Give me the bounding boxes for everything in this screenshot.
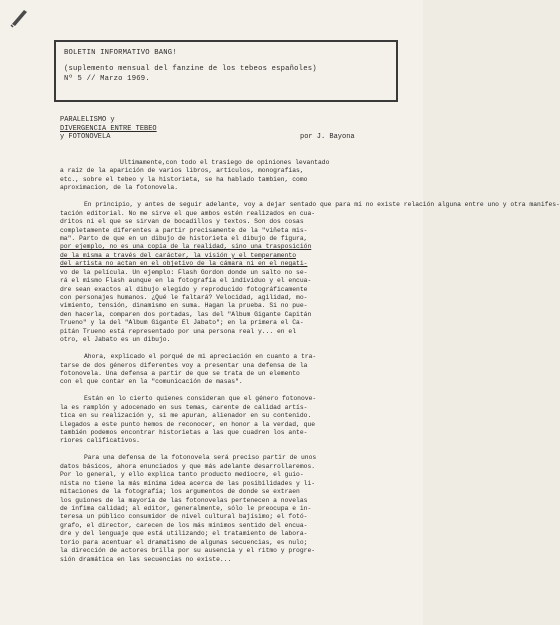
body-line: a raíz de la aparición de varios libros, artículos, monografías, — [60, 167, 304, 175]
body-line: ma". Parto de que en un dibujo de historieta el dibujo de figura, — [60, 234, 308, 242]
body-line: de la misma a través del carácter, la visión y el temperamento — [60, 251, 297, 259]
article-title-line-3: y FOTONOVELA — [60, 133, 111, 142]
body-line: En principio, y antes de seguir adelante, voy a dejar sentado que para mí no existe relación alguna entre uno y otra manifes- — [84, 201, 560, 209]
body-line: dre y del lenguaje que está utilizando; el tratamiento de labora- — [60, 530, 308, 538]
body-line: sión dramática en las secuencias no existe... — [60, 555, 232, 563]
body-line: teresa un público consumidor de nivel cultural bajísimo; el fotó- — [60, 513, 308, 521]
body-line: otro, el Jabato es un dibujo. — [60, 336, 171, 344]
body-line: datos básicos, ahora enunciados y que más adelante desarrollaremos. — [60, 462, 316, 470]
body-line: fotonovela. Una defensa a partir de que se trata de un elemento — [60, 369, 300, 377]
body-line: vo de la película. Un ejemplo: Flash Gordon donde un salto no se- — [60, 268, 308, 276]
body-line: Llegados a este punto hemos de reconocer, en honor a la verdad, que — [60, 420, 316, 428]
bulletin-header-box — [54, 40, 398, 102]
body-line: de ínfima calidad; al editor, generalmente, sólo le preocupa e in- — [60, 504, 312, 512]
body-line: grafo, el director, carecen de los más mínimos sentido del encua- — [60, 521, 308, 529]
body-line: Por lo general, y ello explica tanto producto mediocre, el guio- — [60, 471, 304, 479]
paragraph-gap — [60, 446, 405, 454]
body-line: la dirección de actores brilla por su ausencia y el ritmo y progre- — [60, 547, 316, 555]
body-line: den hacerla, comparen dos portadas, las del "Album Gigante Capitán — [60, 310, 312, 318]
bulletin-issue: Nº 5 // Marzo 1969. — [64, 75, 150, 83]
body-line: dre sean exactos al dibujo elegido y reproducido fotográficamente — [60, 285, 308, 293]
body-line: tica en su realización y, si me apuran, alienador en su contenido. — [60, 412, 312, 420]
paragraph-gap — [60, 193, 405, 201]
body-line: dritos ni el que se sirvan de bocadillos y textos. Son dos cosas — [60, 218, 304, 226]
body-line: tarse de dos géneros diferentes voy a presentar una defensa de la — [60, 361, 308, 369]
body-line: Están en lo cierto quienes consideran que el género fotonove- — [84, 395, 317, 403]
body-line: vimiento, tensión, dinamismo en suma. Hagan la prueba. Si no pue- — [60, 302, 308, 310]
body-line: los guiones de la mayoría de las fotonovelas pertenecen a novelas — [60, 496, 308, 504]
body-line: riores calificativos. — [60, 437, 140, 445]
bulletin-subtitle: (suplemento mensual del fanzine de los tebeos españoles) — [64, 65, 317, 73]
body-line: aproximacion, de la fotonovela. — [60, 184, 179, 192]
body-line: Para una defensa de la fotonovela será preciso partir de unos — [84, 454, 317, 462]
paragraph-gap — [60, 387, 405, 395]
article-title — [60, 116, 157, 142]
body-line: Ultimamente,con todo el trasiego de opiniones levantado — [120, 159, 330, 166]
body-line: mitaciones de la fotografía; los argumentos de donde se extraen — [60, 488, 300, 496]
body-line: torio para acentuar el dramatismo de algunas secuencias, es nulo; — [60, 538, 308, 546]
body-line: rá el mismo Flash aunque en la fotografía el individuo y el encua- — [60, 277, 312, 285]
article-body — [60, 159, 560, 564]
body-line: con el que contar en la "comunicación de masas". — [60, 378, 243, 386]
article-title-line-1: PARALELISMO y — [60, 116, 115, 124]
body-line: tación editorial. No me sirve el que ambos estén realizados en cua- — [60, 209, 316, 217]
body-line: por ejemplo, no es una copia de la realidad, sino una trasposición — [60, 243, 312, 251]
body-line: Trueno" y la del "Album Gigante El Jabato"; en la primera el Ca- — [60, 319, 304, 327]
body-line: la es ramplón y adocenado en sus temas, carente de calidad artís- — [60, 403, 308, 411]
bulletin-title: BOLETIN INFORMATIVO BANG! — [64, 49, 177, 57]
body-line: etc., sobre el tebeo y la historieta, se ha hablado tambien, como — [60, 175, 308, 183]
body-line: nista no tiene la más mínima idea acerca de las posibilidades y li- — [60, 479, 316, 487]
article-title-line-2: DIVERGENCIA ENTRE TEBEO — [60, 124, 157, 133]
paragraph-gap — [60, 345, 405, 353]
body-line: también podemos encontrar historietas a las que cuadren los ante- — [60, 429, 308, 436]
body-line: del artista no actan en el objetivo de la cámara ni en el negati- — [60, 260, 308, 268]
body-line: pitán Trueno está representado por una persona real y... en el — [60, 327, 297, 335]
body-line: Ahora, explicado el porqué de mi apreciación en cuanto a tra- — [84, 353, 317, 361]
article-byline: por J. Bayona — [300, 133, 355, 141]
body-line: con personajes humanos. ¿Qué le faltará? Velocidad, agilidad, mo- — [60, 294, 308, 301]
body-line: completamente diferentes a partir precisamente de la "viñeta mis- — [60, 226, 308, 234]
pencil-mark-icon — [8, 6, 30, 28]
